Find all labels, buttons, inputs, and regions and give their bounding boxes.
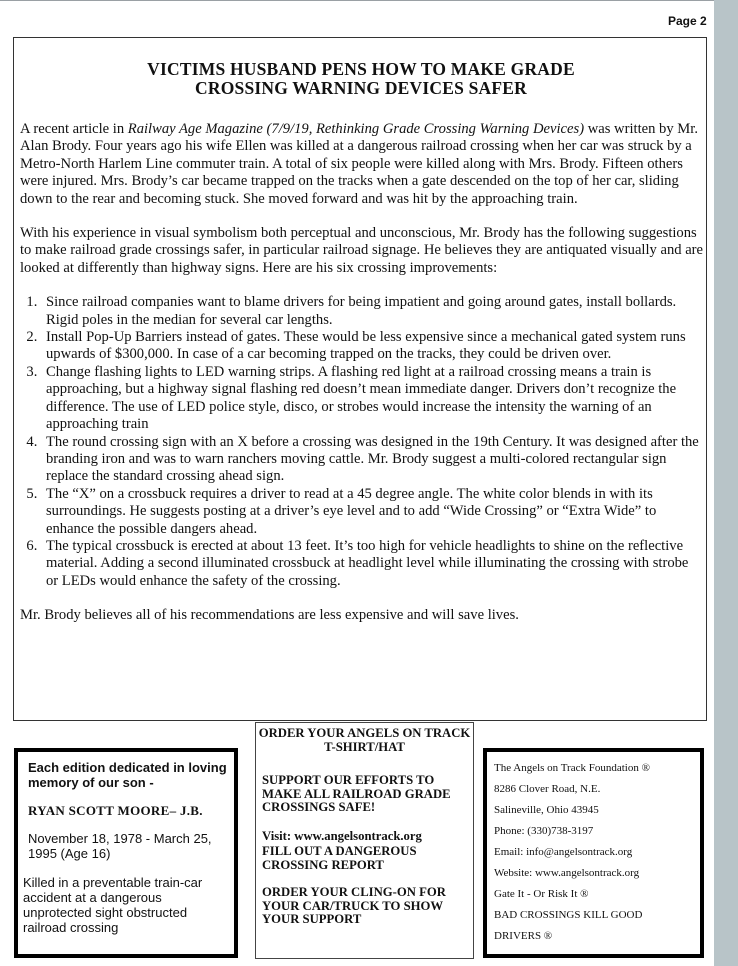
memorial-name: RYAN SCOTT MOORE– J.B. [28, 803, 203, 818]
source-citation: Railway Age Magazine (7/9/19, Rethinking Grade Crossing Warning Devices) [127, 121, 585, 137]
city-state: Salineville, Ohio 43945 [494, 804, 599, 816]
intro-lead: A recent article in [20, 121, 128, 137]
slogan-line-2: BAD CROSSINGS KILL GOOD [494, 909, 643, 921]
list-item: 5. The “X” on a crossbuck requires a driver to read at a 45 degree angle. The white color blends in with its surroundings. He suggests posting at a driver’s eye level and to add “Wide Crossing” or “Extra Wide” to enhance the possible dangers ahead. [41, 486, 704, 538]
list-item: 6. The typical crossbuck is erected at about 13 feet. It’s too high for vehicle headlights to shine on the reflective material. Adding a second illuminated crossbuck at headlight level while illuminating the crossing with strobe or LEDs would enhance the safety of the crossing. [41, 538, 704, 590]
improvements-list [20, 294, 704, 590]
order-box [255, 722, 474, 959]
contact-box [483, 748, 704, 958]
article-box [13, 37, 707, 721]
page-number: Page 2 [668, 14, 707, 28]
dedication-text: Each edition dedicated in loving memory of our son - [28, 760, 227, 790]
title-line-1: VICTIMS HUSBAND PENS HOW TO MAKE GRADE [147, 59, 575, 79]
street-address: 8286 Clover Road, N.E. [494, 783, 601, 795]
top-rule [0, 0, 714, 1]
intro-rest: was written by Mr. Alan Brody. Four years ago his wife Ellen was killed at a dangerous railroad crossing when her car was struck by a Metro-North Harlem Line commuter train. A total of six people were killed along with Mrs. Brody. Fifteen others were injured. Mrs. Brody’s car became trapped on the tracks when a gate descended on the top of her car, sliding down to the rear and becoming stuck. She moved forward and was hit by the approaching train. [20, 121, 698, 207]
suggestions-paragraph: With his experience in visual symbolism both perceptual and unconscious, Mr. Brody has the following suggestions to make railroad grade crossings safer, in particular railroad signage. He believes they are antiquated visually and are looked at differently than highway signs. Here are his six crossing improvements: [20, 225, 704, 276]
closing-paragraph: Mr. Brody believes all of his recommendations are less expensive and will save lives. [20, 607, 519, 624]
article-title [14, 60, 708, 98]
website-visit[interactable]: Visit: www.angelsontrack.org [262, 829, 422, 843]
list-item: 4. The round crossing sign with an X before a crossing was designed in the 19th Century. It was designed after the branding iron and was to warn ranchers moving cattle. Mr. Brody suggest a multi-colored rectangular sign replace the standard crossing ahead sign. [41, 434, 704, 486]
slogan: Gate It - Or Risk It ® [494, 888, 589, 900]
list-item: 2. Install Pop-Up Barriers instead of gates. These would be less expensive since a mechanical gated system runs upwards of $300,000. In case of a car becoming trapped on the tracks, they could be driven over. [41, 329, 704, 364]
report-text: FILL OUT A DANGEROUS CROSSING REPORT [262, 844, 417, 872]
page-sidebar [714, 0, 738, 966]
memorial-dates: November 18, 1978 - March 25, 1995 (Age 16) [28, 831, 212, 861]
article-body [20, 121, 704, 642]
cling-on-text: ORDER YOUR CLING-ON FOR YOUR CAR/TRUCK TO SHOW YOUR SUPPORT [262, 885, 446, 927]
website-link[interactable]: Website: www.angelsontrack.org [494, 867, 640, 879]
support-text: SUPPORT OUR EFFORTS TO MAKE ALL RAILROAD GRADE CROSSINGS SAFE! [262, 773, 451, 815]
title-line-2: CROSSING WARNING DEVICES SAFER [195, 78, 527, 98]
intro-paragraph [20, 121, 704, 208]
list-item: 1. Since railroad companies want to blame drivers for being impatient and going around gates, install bollards. Rigid poles in the median for several car lengths. [41, 294, 704, 329]
list-item: 3. Change flashing lights to LED warning strips. A flashing red light at a railroad crossing means a train is approaching, but a highway signal flashing red doesn’t mean immediate danger. Drivers don’t recognize the difference. The use of LED police style, disco, or strobes would increase the intensity the warning of an approaching train [41, 364, 704, 434]
org-name: The Angels on Track Foundation ® [494, 762, 650, 774]
order-heading: ORDER YOUR ANGELS ON TRACK T-SHIRT/HAT [258, 726, 471, 754]
memorial-box [14, 748, 238, 958]
phone: Phone: (330)738-3197 [494, 825, 594, 837]
memorial-cause: Killed in a preventable train-car accident at a dangerous unprotected sight obstructed railroad crossing [23, 875, 203, 935]
email-link[interactable]: Email: info@angelsontrack.org [494, 846, 633, 858]
slogan-line-3: DRIVERS ® [494, 930, 553, 942]
